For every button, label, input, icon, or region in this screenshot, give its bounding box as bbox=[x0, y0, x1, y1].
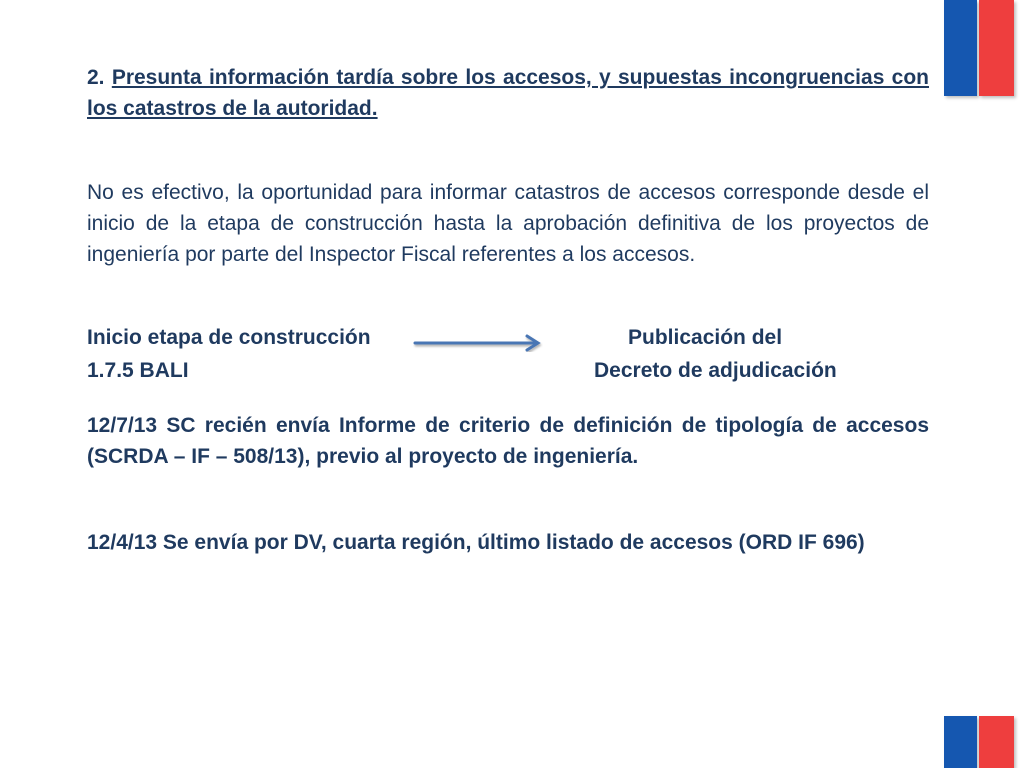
flow-end-sublabel: Decreto de adjudicación bbox=[594, 359, 837, 382]
flag-decoration-bottom bbox=[944, 716, 1014, 768]
flow-arrow-icon bbox=[413, 334, 543, 352]
heading-text: Presunta información tardía sobre los accesos, y supuestas incongruencias con los catastros de la autoridad. bbox=[87, 66, 929, 120]
flag-red-stripe bbox=[979, 0, 1014, 96]
slide-heading bbox=[87, 62, 929, 124]
flow-end-label: Publicación del bbox=[628, 326, 783, 349]
flow-start-label: Inicio etapa de construcción bbox=[87, 326, 371, 349]
body-paragraph: No es efectivo, la oportunidad para informar catastros de accesos corresponde desde el inicio de la etapa de construcción hasta la aprobación definitiva de los proyectos de ingeniería por parte del Inspector Fiscal referentes a los accesos. bbox=[87, 181, 929, 266]
note-paragraph-1: 12/7/13 SC recién envía Informe de criterio de definición de tipología de accesos (SCRDA – IF – 508/13), previo al proyecto de ingeniería. bbox=[87, 414, 929, 468]
flag-blue-stripe bbox=[944, 716, 977, 768]
note-paragraph-2: 12/4/13 Se envía por DV, cuarta región, último listado de accesos (ORD IF 696) bbox=[87, 531, 865, 554]
heading-number: 2. bbox=[87, 66, 105, 89]
timeline-flow bbox=[87, 322, 929, 386]
flag-red-stripe bbox=[979, 716, 1014, 768]
flag-blue-stripe bbox=[944, 0, 977, 96]
flow-start-sublabel: 1.7.5 BALI bbox=[87, 359, 189, 382]
slide-content bbox=[87, 62, 929, 558]
flag-decoration-top bbox=[944, 0, 1014, 96]
